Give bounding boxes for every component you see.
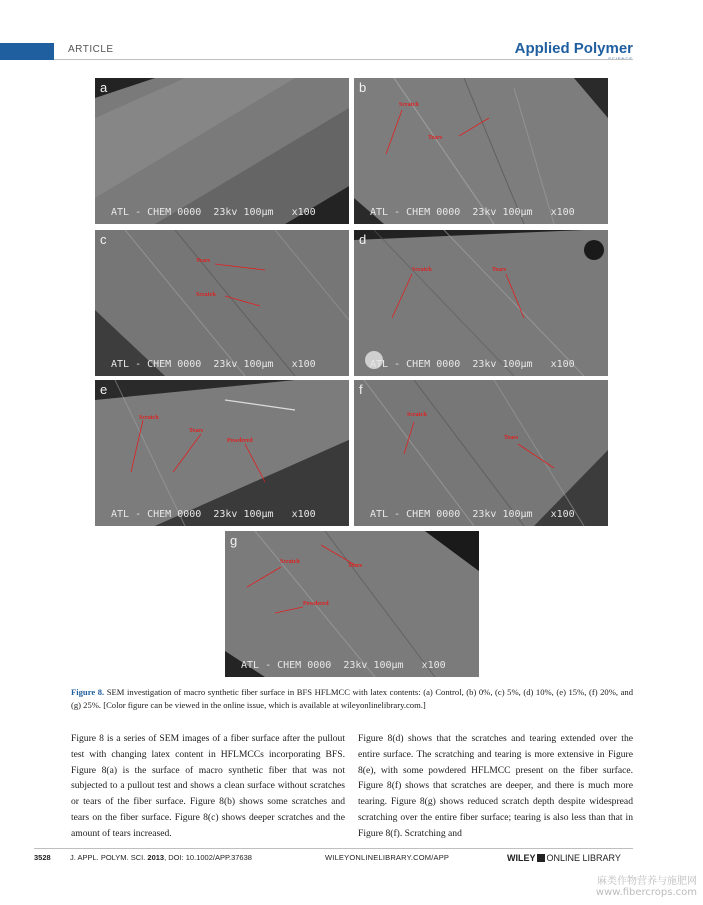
wiley-wordmark: WILEY: [507, 853, 536, 863]
sem-image-c: [95, 230, 349, 376]
journal-abbrev: J. APPL. POLYM. SCI.: [70, 853, 146, 862]
sem-image-d: [354, 230, 608, 376]
journal-title: Applied Polymer: [514, 40, 633, 57]
sem-info-bar: ATL - CHEM 0000 23kv 100µm x100: [111, 359, 316, 370]
body-column-right: Figure 8(d) shows that the scratches and tearing extended over the entire surface. The scratching and tearing is more extensive in Figure 8(e), with some powdered HFLMCC present on the fiber surface. Figure 8(f) shows that scratches are deeper, and there is much more tearing. Figure 8(g) shows reduced scratch depth despite widespread scratching over the entire fiber surface; tearing is also less than that in Figure 8(f). Scratching and: [358, 733, 633, 839]
annotation-scratch: Scratch: [196, 292, 216, 298]
annotation-scratch: Scratch: [407, 412, 427, 418]
annotation-tears: Tears: [492, 267, 507, 273]
annotation-tears: Tears: [428, 135, 443, 141]
header-accent-bar: [0, 43, 54, 60]
sem-image-e: [95, 380, 349, 526]
journal-year: 2013: [147, 853, 165, 862]
annotation-powdered: Powdered: [227, 438, 253, 444]
journal-reference: [70, 853, 252, 862]
annotation-scratch: Scratch: [412, 267, 432, 273]
wiley-suffix: ONLINE LIBRARY: [546, 853, 621, 863]
panel-letter: b: [359, 80, 367, 95]
sem-info-bar: ATL - CHEM 0000 23kv 100µm x100: [370, 359, 575, 370]
sem-panel-e: [95, 380, 349, 526]
sem-info-bar: ATL - CHEM 0000 23kv 100µm x100: [111, 509, 316, 520]
caption-label: Figure 8.: [71, 687, 105, 697]
sem-panel-d: [354, 230, 608, 376]
panel-letter: d: [359, 232, 367, 247]
sem-image-a: [95, 78, 349, 224]
sem-panel-g: [225, 531, 479, 677]
sem-panel-b: [354, 78, 608, 224]
panel-letter: e: [100, 382, 108, 397]
header-rule: [54, 59, 633, 60]
sem-image-f: [354, 380, 608, 526]
annotation-powdered: Powdered: [303, 601, 329, 607]
sem-info-bar: ATL - CHEM 0000 23kv 100µm x100: [370, 509, 575, 520]
panel-letter: g: [230, 533, 238, 548]
sem-info-bar: ATL - CHEM 0000 23kv 100µm x100: [111, 207, 316, 218]
annotation-scratch: Scratch: [280, 559, 300, 565]
sem-info-bar: ATL - CHEM 0000 23kv 100µm x100: [370, 207, 575, 218]
panel-letter: c: [100, 232, 107, 247]
section-label: ARTICLE: [68, 44, 114, 55]
sem-panel-a: [95, 78, 349, 224]
body-column-left: Figure 8 is a series of SEM images of a fiber surface after the pullout test with changing latex content in HFLMCCs incorporating BFS. Figure 8(a) is the surface of macro synthetic fiber that was not subjected to a pullout test and shows a clean surface without scratches or tears of the fiber surface. Figure 8(b) shows some scratches and tears on the fiber surface. Figure 8(c) shows deeper scratches and the amount of tears increased.: [71, 733, 345, 839]
annotation-tears: Tears: [196, 258, 211, 264]
sem-image-b: [354, 78, 608, 224]
annotation-scratch: Scratch: [399, 102, 419, 108]
panel-letter: f: [359, 382, 363, 397]
watermark: [596, 876, 697, 898]
sem-info-bar: ATL - CHEM 0000 23kv 100µm x100: [241, 660, 446, 671]
annotation-tears: Tears: [348, 563, 363, 569]
annotation-tears: Tears: [504, 435, 519, 441]
figure-caption: [71, 686, 633, 711]
caption-text: SEM investigation of macro synthetic fiber surface in BFS HFLMCC with latex contents: (a) Control, (b) 0%, (c) 5%, (d) 10%, (e) 15%, (f) 20%, and (g) 25%. [Color figure can be viewed in the online issue, which is available at wileyonlinelibrary.com.]: [71, 687, 633, 710]
footer-rule: [34, 848, 633, 849]
wiley-online-library-logo: [507, 853, 621, 863]
journal-logo: [515, 40, 633, 58]
panel-letter: a: [100, 80, 108, 95]
journal-doi: , DOI: 10.1002/APP.37638: [164, 853, 252, 862]
sem-image-g: [225, 531, 479, 677]
page-number: 3528: [34, 853, 51, 862]
watermark-cn: 麻类作物营养与施肥网: [597, 876, 697, 887]
annotation-scratch: Scratch: [139, 415, 159, 421]
annotation-tears: Tears: [189, 428, 204, 434]
journal-url[interactable]: WILEYONLINELIBRARY.COM/APP: [325, 853, 450, 862]
sem-panel-c: [95, 230, 349, 376]
book-icon: [537, 854, 545, 862]
watermark-url: www.fibercrops.com: [595, 887, 697, 898]
sem-panel-f: [354, 380, 608, 526]
